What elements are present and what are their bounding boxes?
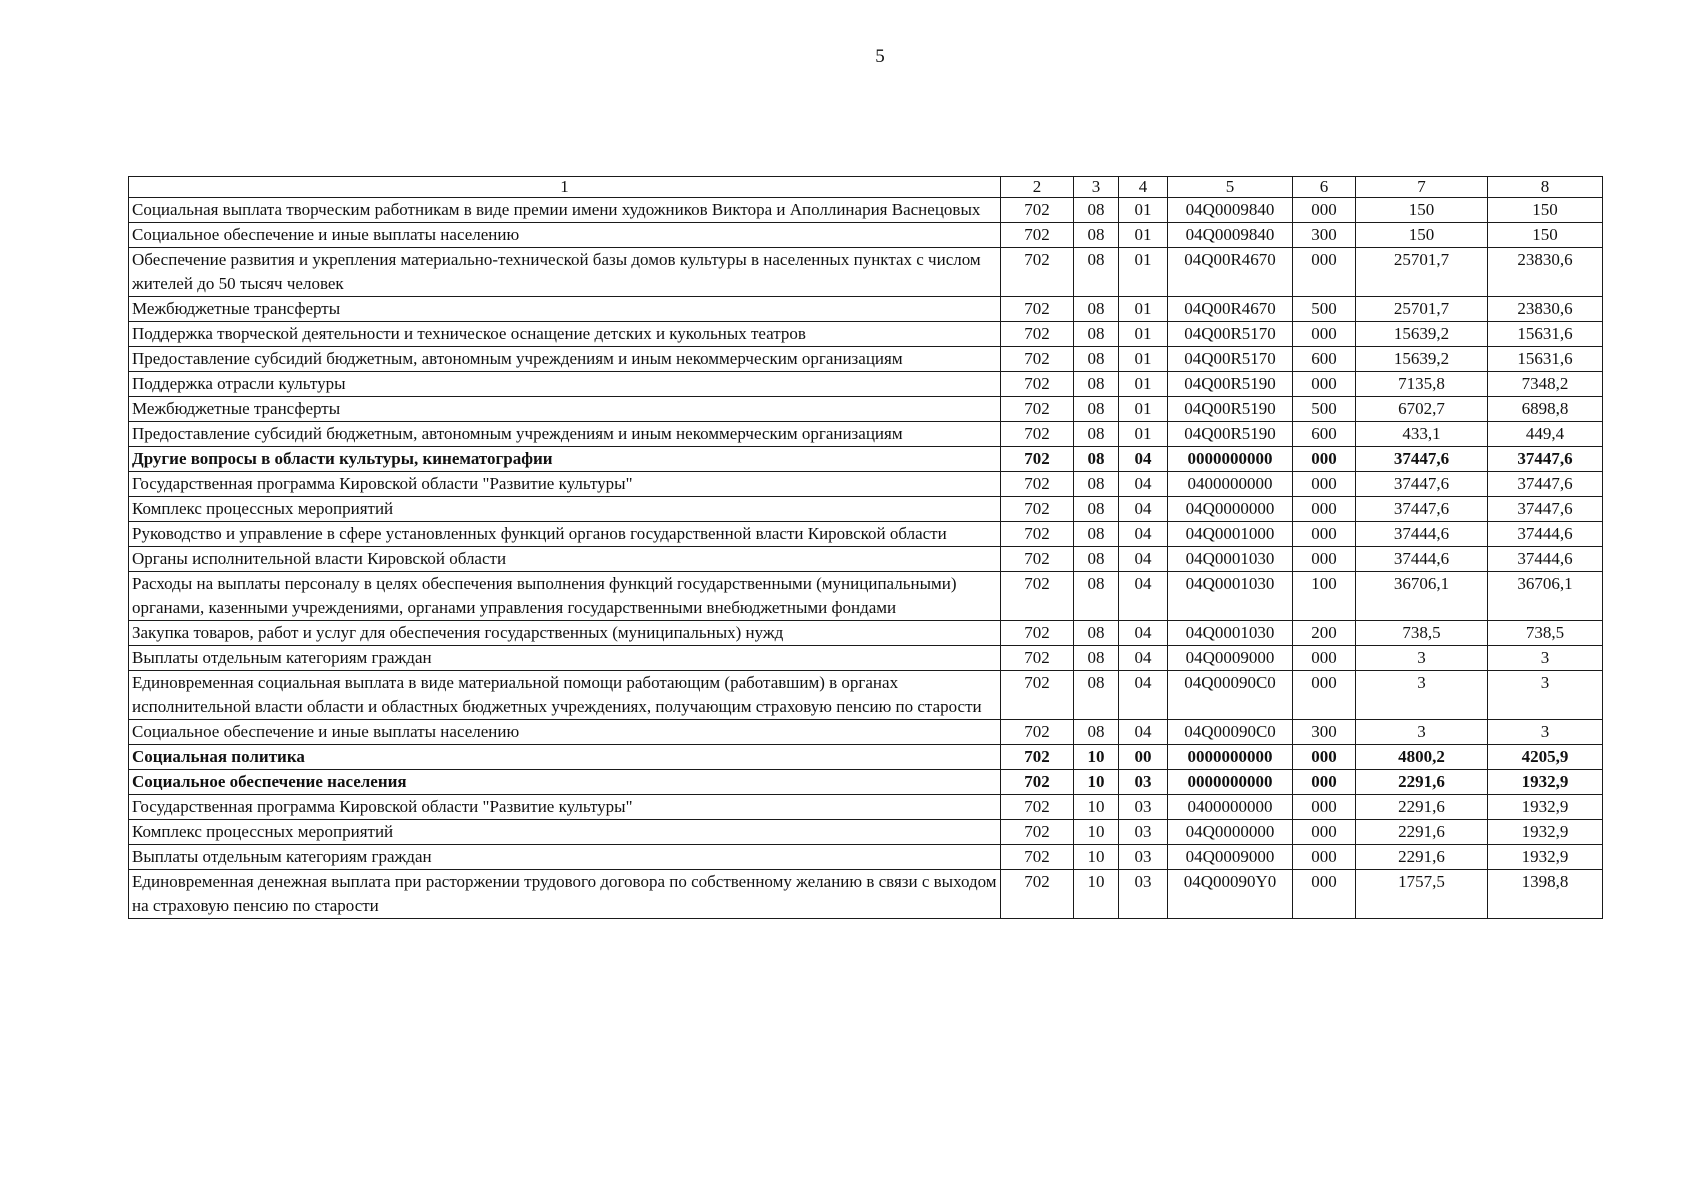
- row-value-cell: 37447,6: [1356, 447, 1488, 472]
- row-value-cell: 37444,6: [1356, 547, 1488, 572]
- row-value-cell: 08: [1074, 497, 1119, 522]
- row-value-cell: 04: [1119, 646, 1168, 671]
- table-row: [129, 522, 1603, 547]
- row-value-cell: 04Q0009840: [1168, 198, 1293, 223]
- row-value-cell: 08: [1074, 198, 1119, 223]
- row-name-cell: Межбюджетные трансферты: [129, 397, 1001, 422]
- row-value-cell: 702: [1001, 547, 1074, 572]
- row-value-cell: 10: [1074, 870, 1119, 919]
- row-value-cell: 37447,6: [1488, 497, 1603, 522]
- row-value-cell: 000: [1293, 522, 1356, 547]
- row-value-cell: 23830,6: [1488, 297, 1603, 322]
- row-value-cell: 702: [1001, 322, 1074, 347]
- row-value-cell: 000: [1293, 845, 1356, 870]
- row-value-cell: 08: [1074, 447, 1119, 472]
- row-value-cell: 702: [1001, 671, 1074, 720]
- table-row: [129, 297, 1603, 322]
- column-header: 8: [1488, 177, 1603, 198]
- row-value-cell: 2291,6: [1356, 770, 1488, 795]
- row-value-cell: 702: [1001, 522, 1074, 547]
- table-row: [129, 572, 1603, 621]
- row-value-cell: 04Q00090Y0: [1168, 870, 1293, 919]
- table-row: [129, 547, 1603, 572]
- row-value-cell: 7135,8: [1356, 372, 1488, 397]
- row-value-cell: 3: [1356, 671, 1488, 720]
- row-name-cell: Поддержка отрасли культуры: [129, 372, 1001, 397]
- row-value-cell: 3: [1488, 720, 1603, 745]
- row-value-cell: 15639,2: [1356, 322, 1488, 347]
- row-value-cell: 433,1: [1356, 422, 1488, 447]
- row-value-cell: 04: [1119, 472, 1168, 497]
- row-value-cell: 04: [1119, 497, 1168, 522]
- row-value-cell: 500: [1293, 297, 1356, 322]
- table-row: [129, 347, 1603, 372]
- row-value-cell: 100: [1293, 572, 1356, 621]
- row-value-cell: 3: [1356, 646, 1488, 671]
- row-name-cell: Расходы на выплаты персоналу в целях обеспечения выполнения функций государственными (муниципальными) органами, казенными учреждениями, органами управления государственными внебюджетными фондами: [129, 572, 1001, 621]
- row-value-cell: 702: [1001, 745, 1074, 770]
- row-value-cell: 150: [1356, 223, 1488, 248]
- row-value-cell: 738,5: [1356, 621, 1488, 646]
- row-value-cell: 1932,9: [1488, 795, 1603, 820]
- row-value-cell: 03: [1119, 820, 1168, 845]
- row-value-cell: 37447,6: [1356, 472, 1488, 497]
- row-value-cell: 36706,1: [1488, 572, 1603, 621]
- row-value-cell: 1932,9: [1488, 820, 1603, 845]
- row-value-cell: 702: [1001, 845, 1074, 870]
- row-value-cell: 08: [1074, 572, 1119, 621]
- row-value-cell: 04Q00R5190: [1168, 422, 1293, 447]
- row-value-cell: 702: [1001, 646, 1074, 671]
- row-value-cell: 04: [1119, 447, 1168, 472]
- row-value-cell: 0400000000: [1168, 795, 1293, 820]
- row-value-cell: 000: [1293, 322, 1356, 347]
- table-row: [129, 745, 1603, 770]
- row-value-cell: 08: [1074, 720, 1119, 745]
- row-value-cell: 37444,6: [1356, 522, 1488, 547]
- row-value-cell: 04: [1119, 547, 1168, 572]
- row-name-cell: Межбюджетные трансферты: [129, 297, 1001, 322]
- row-value-cell: 04: [1119, 720, 1168, 745]
- row-value-cell: 01: [1119, 397, 1168, 422]
- row-value-cell: 702: [1001, 372, 1074, 397]
- row-value-cell: 702: [1001, 472, 1074, 497]
- row-value-cell: 04Q0001000: [1168, 522, 1293, 547]
- row-value-cell: 702: [1001, 720, 1074, 745]
- row-value-cell: 10: [1074, 745, 1119, 770]
- row-value-cell: 4205,9: [1488, 745, 1603, 770]
- row-value-cell: 150: [1488, 223, 1603, 248]
- table-row: [129, 447, 1603, 472]
- row-value-cell: 3: [1356, 720, 1488, 745]
- row-value-cell: 702: [1001, 572, 1074, 621]
- row-name-cell: Поддержка творческой деятельности и техническое оснащение детских и кукольных театров: [129, 322, 1001, 347]
- table-row: [129, 795, 1603, 820]
- row-value-cell: 01: [1119, 198, 1168, 223]
- row-value-cell: 08: [1074, 671, 1119, 720]
- row-name-cell: Единовременная социальная выплата в виде материальной помощи работающим (работавшим) в органах исполнительной власти области и областных бюджетных учреждениях, получающим страховую пенсию по старости: [129, 671, 1001, 720]
- row-value-cell: 000: [1293, 472, 1356, 497]
- table-row: [129, 322, 1603, 347]
- row-value-cell: 000: [1293, 870, 1356, 919]
- table-row: [129, 372, 1603, 397]
- row-value-cell: 15631,6: [1488, 347, 1603, 372]
- row-value-cell: 000: [1293, 795, 1356, 820]
- row-name-cell: Другие вопросы в области культуры, кинематографии: [129, 447, 1001, 472]
- row-value-cell: 04Q0009000: [1168, 845, 1293, 870]
- row-value-cell: 600: [1293, 347, 1356, 372]
- row-name-cell: Комплекс процессных мероприятий: [129, 497, 1001, 522]
- row-value-cell: 000: [1293, 447, 1356, 472]
- row-value-cell: 702: [1001, 447, 1074, 472]
- column-number-row: [129, 177, 1603, 198]
- budget-table: [128, 176, 1603, 919]
- row-value-cell: 04Q0000000: [1168, 820, 1293, 845]
- row-value-cell: 500: [1293, 397, 1356, 422]
- row-value-cell: 449,4: [1488, 422, 1603, 447]
- row-name-cell: Обеспечение развития и укрепления материально-технической базы домов культуры в населенных пунктах с числом жителей до 50 тысяч человек: [129, 248, 1001, 297]
- row-value-cell: 04Q00R4670: [1168, 297, 1293, 322]
- row-value-cell: 08: [1074, 372, 1119, 397]
- row-value-cell: 04Q00R5190: [1168, 397, 1293, 422]
- row-value-cell: 37444,6: [1488, 522, 1603, 547]
- table-row: [129, 223, 1603, 248]
- row-value-cell: 04Q00R5170: [1168, 347, 1293, 372]
- row-value-cell: 04: [1119, 522, 1168, 547]
- row-value-cell: 01: [1119, 297, 1168, 322]
- row-value-cell: 04: [1119, 671, 1168, 720]
- row-value-cell: 04Q00090C0: [1168, 671, 1293, 720]
- row-value-cell: 08: [1074, 347, 1119, 372]
- row-value-cell: 702: [1001, 422, 1074, 447]
- row-value-cell: 702: [1001, 223, 1074, 248]
- row-name-cell: Выплаты отдельным категориям граждан: [129, 646, 1001, 671]
- row-value-cell: 7348,2: [1488, 372, 1603, 397]
- row-value-cell: 08: [1074, 248, 1119, 297]
- column-header: 4: [1119, 177, 1168, 198]
- column-header: 7: [1356, 177, 1488, 198]
- row-value-cell: 702: [1001, 297, 1074, 322]
- row-name-cell: Социальное обеспечение и иные выплаты населению: [129, 223, 1001, 248]
- row-value-cell: 01: [1119, 372, 1168, 397]
- row-value-cell: 2291,6: [1356, 795, 1488, 820]
- budget-table-container: [128, 176, 1602, 919]
- row-value-cell: 2291,6: [1356, 820, 1488, 845]
- row-value-cell: 08: [1074, 223, 1119, 248]
- row-value-cell: 0000000000: [1168, 447, 1293, 472]
- table-row: [129, 621, 1603, 646]
- row-name-cell: Социальная политика: [129, 745, 1001, 770]
- row-value-cell: 04Q0009840: [1168, 223, 1293, 248]
- row-name-cell: Комплекс процессных мероприятий: [129, 820, 1001, 845]
- row-value-cell: 10: [1074, 770, 1119, 795]
- row-value-cell: 01: [1119, 347, 1168, 372]
- row-name-cell: Руководство и управление в сфере установленных функций органов государственной власти Кировской области: [129, 522, 1001, 547]
- row-value-cell: 08: [1074, 397, 1119, 422]
- row-name-cell: Государственная программа Кировской области "Развитие культуры": [129, 472, 1001, 497]
- row-value-cell: 3: [1488, 671, 1603, 720]
- row-value-cell: 01: [1119, 223, 1168, 248]
- page-number: 5: [875, 46, 885, 67]
- row-name-cell: Социальное обеспечение населения: [129, 770, 1001, 795]
- row-value-cell: 01: [1119, 322, 1168, 347]
- row-value-cell: 702: [1001, 397, 1074, 422]
- row-value-cell: 0000000000: [1168, 745, 1293, 770]
- row-value-cell: 2291,6: [1356, 845, 1488, 870]
- row-value-cell: 6702,7: [1356, 397, 1488, 422]
- row-value-cell: 00: [1119, 745, 1168, 770]
- row-value-cell: 300: [1293, 223, 1356, 248]
- row-value-cell: 000: [1293, 372, 1356, 397]
- row-value-cell: 03: [1119, 795, 1168, 820]
- table-row: [129, 472, 1603, 497]
- table-row: [129, 646, 1603, 671]
- row-value-cell: 000: [1293, 248, 1356, 297]
- row-value-cell: 000: [1293, 820, 1356, 845]
- row-value-cell: 000: [1293, 770, 1356, 795]
- row-value-cell: 03: [1119, 845, 1168, 870]
- row-value-cell: 10: [1074, 795, 1119, 820]
- row-name-cell: Предоставление субсидий бюджетным, автономным учреждениям и иным некоммерческим организациям: [129, 347, 1001, 372]
- row-value-cell: 04Q0001030: [1168, 621, 1293, 646]
- row-value-cell: 04Q0001030: [1168, 572, 1293, 621]
- row-value-cell: 000: [1293, 547, 1356, 572]
- column-header: 2: [1001, 177, 1074, 198]
- row-value-cell: 25701,7: [1356, 297, 1488, 322]
- row-value-cell: 04Q00R5170: [1168, 322, 1293, 347]
- row-value-cell: 08: [1074, 472, 1119, 497]
- row-value-cell: 04Q00R5190: [1168, 372, 1293, 397]
- row-value-cell: 702: [1001, 870, 1074, 919]
- row-value-cell: 702: [1001, 248, 1074, 297]
- table-row: [129, 770, 1603, 795]
- row-value-cell: 08: [1074, 646, 1119, 671]
- row-value-cell: 6898,8: [1488, 397, 1603, 422]
- row-value-cell: 04Q0009000: [1168, 646, 1293, 671]
- row-value-cell: 37447,6: [1488, 472, 1603, 497]
- row-value-cell: 36706,1: [1356, 572, 1488, 621]
- row-value-cell: 37447,6: [1356, 497, 1488, 522]
- row-value-cell: 04Q0000000: [1168, 497, 1293, 522]
- row-value-cell: 200: [1293, 621, 1356, 646]
- row-name-cell: Выплаты отдельным категориям граждан: [129, 845, 1001, 870]
- row-value-cell: 150: [1488, 198, 1603, 223]
- row-value-cell: 01: [1119, 248, 1168, 297]
- row-name-cell: Единовременная денежная выплата при расторжении трудового договора по собственному желанию в связи с выходом на страховую пенсию по старости: [129, 870, 1001, 919]
- row-value-cell: 1398,8: [1488, 870, 1603, 919]
- table-row: [129, 720, 1603, 745]
- row-value-cell: 300: [1293, 720, 1356, 745]
- row-value-cell: 04: [1119, 621, 1168, 646]
- row-value-cell: 10: [1074, 820, 1119, 845]
- row-value-cell: 15639,2: [1356, 347, 1488, 372]
- row-value-cell: 702: [1001, 497, 1074, 522]
- row-value-cell: 3: [1488, 646, 1603, 671]
- column-header: 3: [1074, 177, 1119, 198]
- row-value-cell: 04Q00R4670: [1168, 248, 1293, 297]
- table-row: [129, 397, 1603, 422]
- row-value-cell: 702: [1001, 621, 1074, 646]
- row-value-cell: 37447,6: [1488, 447, 1603, 472]
- table-row: [129, 870, 1603, 919]
- row-value-cell: 1757,5: [1356, 870, 1488, 919]
- table-row: [129, 422, 1603, 447]
- table-row: [129, 820, 1603, 845]
- row-value-cell: 03: [1119, 870, 1168, 919]
- table-row: [129, 248, 1603, 297]
- row-value-cell: 150: [1356, 198, 1488, 223]
- row-value-cell: 15631,6: [1488, 322, 1603, 347]
- row-value-cell: 702: [1001, 347, 1074, 372]
- row-value-cell: 000: [1293, 671, 1356, 720]
- row-value-cell: 1932,9: [1488, 770, 1603, 795]
- row-value-cell: 08: [1074, 422, 1119, 447]
- table-body: [129, 198, 1603, 919]
- row-value-cell: 08: [1074, 547, 1119, 572]
- row-value-cell: 000: [1293, 646, 1356, 671]
- row-value-cell: 23830,6: [1488, 248, 1603, 297]
- column-header: 1: [129, 177, 1001, 198]
- row-value-cell: 08: [1074, 297, 1119, 322]
- table-row: [129, 671, 1603, 720]
- table-row: [129, 198, 1603, 223]
- row-name-cell: Органы исполнительной власти Кировской области: [129, 547, 1001, 572]
- row-value-cell: 000: [1293, 745, 1356, 770]
- row-value-cell: 702: [1001, 795, 1074, 820]
- row-value-cell: 25701,7: [1356, 248, 1488, 297]
- row-value-cell: 08: [1074, 621, 1119, 646]
- row-value-cell: 0000000000: [1168, 770, 1293, 795]
- row-name-cell: Государственная программа Кировской области "Развитие культуры": [129, 795, 1001, 820]
- row-name-cell: Предоставление субсидий бюджетным, автономным учреждениям и иным некоммерческим организациям: [129, 422, 1001, 447]
- column-header: 6: [1293, 177, 1356, 198]
- table-row: [129, 845, 1603, 870]
- row-value-cell: 0400000000: [1168, 472, 1293, 497]
- row-value-cell: 702: [1001, 820, 1074, 845]
- row-value-cell: 4800,2: [1356, 745, 1488, 770]
- row-value-cell: 702: [1001, 770, 1074, 795]
- row-name-cell: Закупка товаров, работ и услуг для обеспечения государственных (муниципальных) нужд: [129, 621, 1001, 646]
- row-value-cell: 01: [1119, 422, 1168, 447]
- row-value-cell: 08: [1074, 322, 1119, 347]
- row-value-cell: 08: [1074, 522, 1119, 547]
- row-value-cell: 1932,9: [1488, 845, 1603, 870]
- row-value-cell: 04: [1119, 572, 1168, 621]
- row-value-cell: 000: [1293, 198, 1356, 223]
- row-value-cell: 03: [1119, 770, 1168, 795]
- row-name-cell: Социальное обеспечение и иные выплаты населению: [129, 720, 1001, 745]
- row-value-cell: 37444,6: [1488, 547, 1603, 572]
- row-value-cell: 000: [1293, 497, 1356, 522]
- row-value-cell: 702: [1001, 198, 1074, 223]
- table-row: [129, 497, 1603, 522]
- row-value-cell: 04Q0001030: [1168, 547, 1293, 572]
- column-header: 5: [1168, 177, 1293, 198]
- row-value-cell: 04Q00090C0: [1168, 720, 1293, 745]
- row-value-cell: 600: [1293, 422, 1356, 447]
- row-value-cell: 10: [1074, 845, 1119, 870]
- row-name-cell: Социальная выплата творческим работникам в виде премии имени художников Виктора и Аполлинария Васнецовых: [129, 198, 1001, 223]
- row-value-cell: 738,5: [1488, 621, 1603, 646]
